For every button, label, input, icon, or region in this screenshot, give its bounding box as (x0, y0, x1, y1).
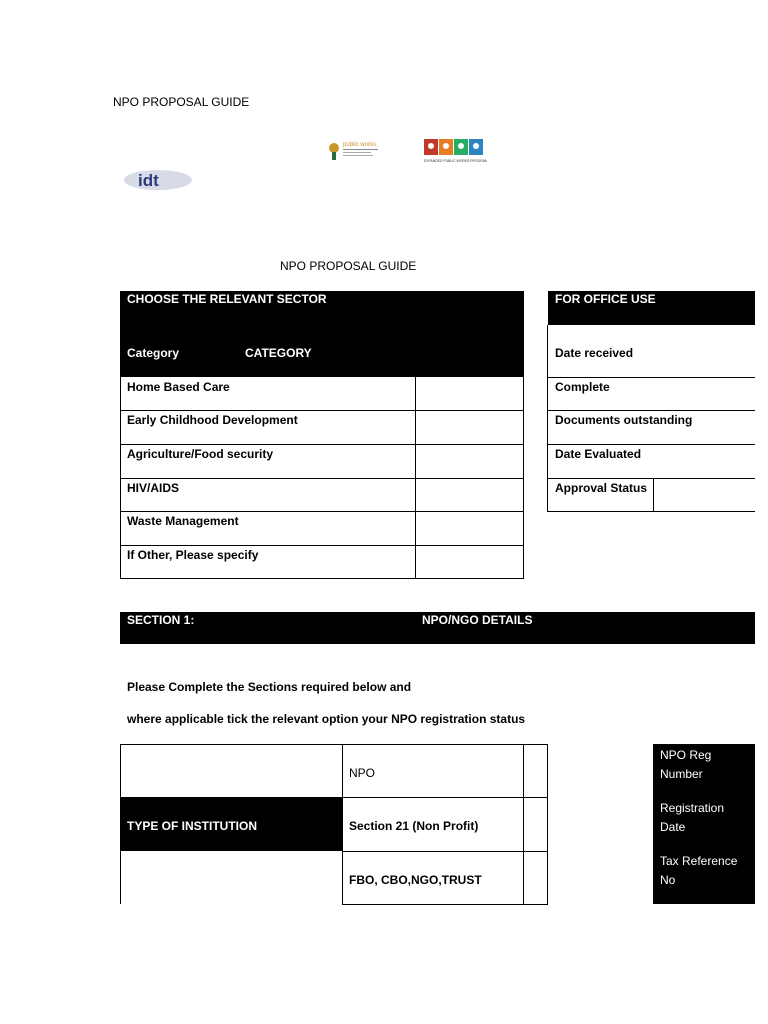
public-works-logo-text: public works (343, 142, 377, 148)
institution-option-checkbox[interactable] (524, 852, 547, 904)
document-title: NPO PROPOSAL GUIDE (280, 259, 417, 273)
institution-option-label: NPO (349, 766, 376, 780)
sector-row-checkbox[interactable] (416, 445, 523, 478)
reg-date-line1: Registration (660, 801, 725, 815)
sector-table-heading: CHOOSE THE RELEVANT SECTOR (127, 292, 327, 306)
tax-ref-line1: Tax Reference (660, 854, 738, 868)
registration-date-label (660, 799, 724, 837)
section1-title: NPO/NGO DETAILS (422, 613, 533, 627)
sector-row-label: Agriculture/Food security (127, 447, 274, 461)
sector-category-label: Category (127, 346, 180, 360)
sector-row-label: If Other, Please specify (127, 548, 259, 562)
institution-option-label: FBO, CBO,NGO,TRUST (349, 873, 482, 887)
sector-other-specify-field[interactable] (416, 546, 523, 578)
section1-instruction: Please Complete the Sections required below and (127, 680, 412, 694)
office-row-label: Date Evaluated (555, 447, 642, 461)
sector-row-label: Home Based Care (127, 380, 230, 394)
section1-label: SECTION 1: (127, 613, 195, 627)
section1-instruction: where applicable tick the relevant option your NPO registration status (127, 712, 526, 726)
sector-row-label: Waste Management (127, 514, 239, 528)
npo-reg-number-label (660, 746, 711, 784)
epwp-logo-text: EXPANDED PUBLIC WORKS PROGRAMME (424, 159, 487, 163)
sector-row-checkbox[interactable] (416, 378, 523, 410)
idt-logo (124, 166, 196, 192)
institution-type-label: TYPE OF INSTITUTION (127, 819, 258, 833)
sector-row-label: HIV/AIDS (127, 481, 180, 495)
institution-option-label: Section 21 (Non Profit) (349, 819, 479, 833)
tax-reference-label (660, 852, 737, 890)
reg-date-line2: Date (660, 820, 686, 834)
sector-row-checkbox[interactable] (416, 479, 523, 511)
institution-option-checkbox[interactable] (524, 745, 547, 797)
idt-logo-text: idt (138, 171, 159, 190)
institution-option-checkbox[interactable] (524, 798, 547, 851)
office-row-label: Documents outstanding (555, 413, 693, 427)
page-header-title: NPO PROPOSAL GUIDE (113, 95, 250, 109)
sector-category-header: CATEGORY (245, 346, 312, 360)
epwp-logo (423, 138, 487, 164)
npo-reg-line2: Number (660, 767, 703, 781)
sector-row-checkbox[interactable] (416, 411, 523, 444)
sector-row-checkbox[interactable] (416, 512, 523, 545)
approval-status-field[interactable] (654, 479, 755, 511)
office-table-heading: FOR OFFICE USE (555, 292, 656, 306)
office-row-label: Complete (555, 380, 610, 394)
office-row-label: Date received (555, 346, 634, 360)
office-row-label: Approval Status (555, 481, 648, 495)
public-works-logo (328, 138, 384, 162)
tax-ref-line2: No (660, 873, 676, 887)
npo-reg-line1: NPO Reg (660, 748, 712, 762)
sector-row-label: Early Childhood Development (127, 413, 298, 427)
